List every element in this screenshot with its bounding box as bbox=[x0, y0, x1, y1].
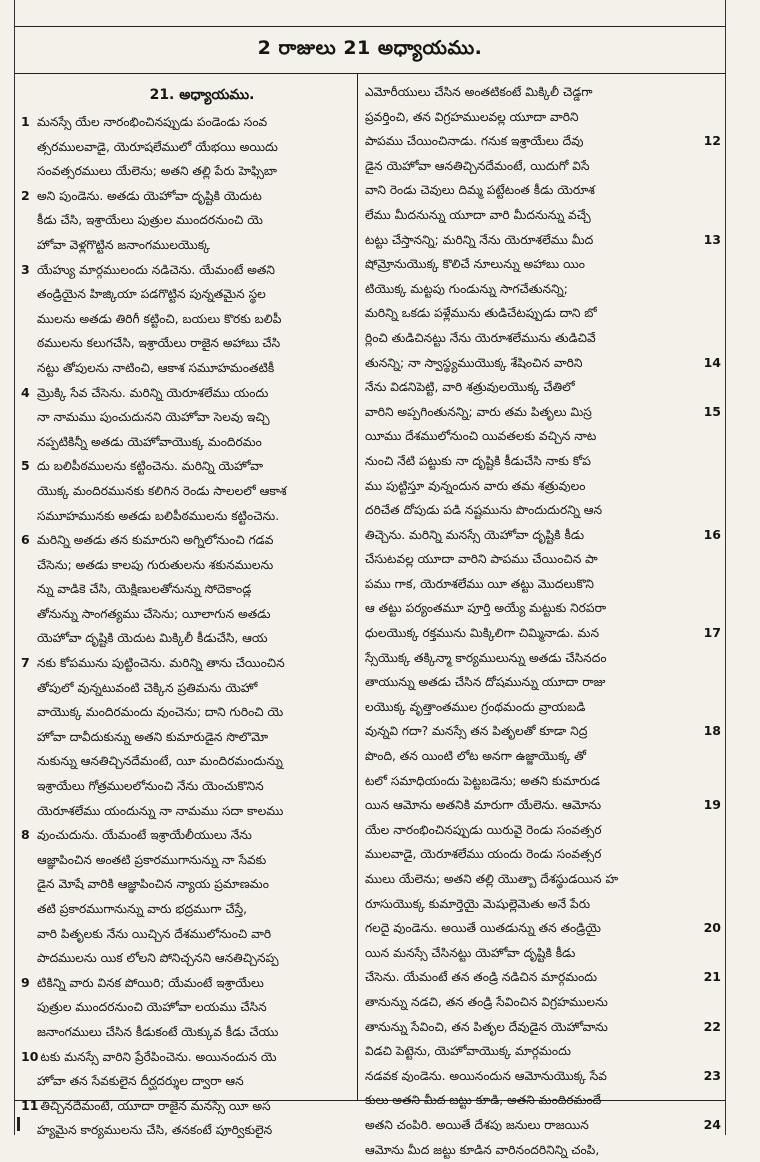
verse-text: టియొక్క మట్టపు గుండున్ను సాగచేతునన్ని; bbox=[365, 281, 568, 296]
text-line bbox=[365, 547, 721, 572]
verse-text: డైన యెహోవా ఆనతిచ్చినదేమంటే, యిదుగో విసే bbox=[365, 158, 590, 173]
verse-text: ఇశ్రాయేలు గోత్రములలోనుంచి నేను యెంచుకొనిన bbox=[37, 779, 264, 794]
verse-text: తునన్ని; నా స్వాస్థ్యముయొక్క శేషించిన వారిని bbox=[365, 355, 583, 370]
verse-text: రూసుయొక్క కుమార్తెయై మెషుల్లెమెతు అనే పేరు bbox=[365, 896, 591, 911]
verse-text: నప్పటికిన్నీ అతడు యెహోవాయొక్క మందిరమం bbox=[37, 434, 262, 449]
text-line bbox=[365, 621, 721, 646]
verse-text: మ్రొక్కి సేవ చేసెను. మరిన్ని యెరూశలేము యందు bbox=[37, 385, 269, 400]
verse-number: 21 bbox=[703, 969, 721, 985]
verse-text: సమూహమునకు అతడు బలిపీఠములను కట్టించెను. bbox=[37, 508, 280, 523]
verse-number: 8 bbox=[21, 827, 30, 843]
verse-text: టట్టు చేస్తానన్ని; మరిన్ని నేను యెరూశలేము మీద bbox=[365, 232, 594, 247]
verse-number: 10 bbox=[21, 1048, 39, 1064]
verse-text: పాదములను యిక లోలని పోనిచ్చనని ఆనతిచ్చినప్ప bbox=[37, 951, 279, 966]
verse-text: ఆమోను మీద జట్టు కూడిన వారినందరినిన్ని చంపి, bbox=[365, 1142, 600, 1157]
text-line bbox=[365, 892, 721, 917]
verse-text: తోనున్ను సాంగత్యము చేసెను; యీలాగున అతడు bbox=[37, 606, 271, 621]
text-line bbox=[365, 990, 721, 1015]
verse-text: వున్నవి గదా? మనస్సే తన పితృలతో కూడా నిద్ర bbox=[365, 724, 588, 739]
verse-text: తిచ్చెను. మరిన్ని మనస్సే యెహోవా దృష్టికి కీడు bbox=[365, 527, 585, 542]
text-line bbox=[21, 454, 353, 479]
text-line bbox=[21, 774, 353, 799]
verse-text: యీము దేశములోనుంచి యివతలకు వచ్చిన నాట bbox=[365, 429, 597, 444]
text-line bbox=[365, 1039, 721, 1064]
verse-number: 6 bbox=[21, 532, 30, 548]
verse-text: జనాంగములు చేసిన కీడుకంటే యెక్కువ కీడు చేయు bbox=[37, 1024, 279, 1039]
verse-text: మరిన్ని ఒకడు పళ్లేమును తుడిచేటప్పుడు దాని బో bbox=[365, 306, 597, 321]
verse-text: పము గాక, యెరూశలేము యీ తట్టు మొదలుకొని bbox=[365, 576, 594, 591]
text-line bbox=[21, 577, 353, 602]
text-line bbox=[365, 572, 721, 597]
text-line bbox=[21, 307, 353, 332]
text-line bbox=[21, 700, 353, 725]
text-line bbox=[365, 596, 721, 621]
verse-text: టికిన్ని వారు వినక పోయిరి; యేమంటే ఇశ్రాయేలు bbox=[37, 975, 264, 990]
verse-number: 3 bbox=[21, 261, 30, 277]
verse-number: 12 bbox=[703, 133, 721, 149]
verse-text: కులు అతని మీద జట్టు కూడి, అతని మందిరమందే bbox=[365, 1093, 602, 1108]
text-line bbox=[365, 916, 721, 941]
verse-text: పాపము చేయించినాడు. గనుక ఇశ్రాయేలు దేవు bbox=[365, 134, 584, 149]
text-line bbox=[365, 695, 721, 720]
verse-text: యేహ్యు మార్గములందు నడిచెను. యేమంటే అతని bbox=[37, 262, 275, 277]
text-line bbox=[21, 1045, 353, 1070]
right-column bbox=[365, 80, 721, 1162]
text-line bbox=[365, 154, 721, 179]
text-line bbox=[21, 479, 353, 504]
text-line bbox=[21, 208, 353, 233]
text-line bbox=[21, 356, 353, 381]
verse-text: కీడు చేసి, ఇశ్రాయేలు పుత్రుల ముందరనుంచి యె bbox=[37, 213, 263, 228]
verse-text: ఎమోరీయులు చేసిన అంతటికంటే మిక్కిలీ చెడ్డగా bbox=[365, 85, 593, 99]
verse-number: 1 bbox=[21, 114, 30, 129]
text-line bbox=[365, 1088, 721, 1113]
verse-text: నా నామము పుంచుదునని యెహోవా సెలవు ఇచ్చి bbox=[37, 410, 270, 425]
verse-text: చేసెను. యేమంటే తన తండ్రి నడిచిన మార్గమందు bbox=[365, 970, 598, 985]
text-line bbox=[21, 626, 353, 651]
verse-text: ధులయొక్క రక్తమును మిక్కిలిగా చిమ్మినాడు. మన bbox=[365, 626, 600, 641]
verse-text: యిన మనస్సే చేసినట్టు యెహోవా దృష్టికి కీడు bbox=[365, 945, 576, 960]
text-line bbox=[365, 203, 721, 228]
verse-text: యిన ఆమోను అతనికి మారుగా యేలెను. ఆమోను bbox=[365, 798, 602, 813]
left-column bbox=[21, 80, 353, 1143]
text-line bbox=[21, 282, 353, 307]
text-line bbox=[21, 725, 353, 750]
text-line bbox=[21, 995, 353, 1020]
verse-text: యెహోవా దృష్టికి యెదుట మిక్కిలీ కీడుచేసి, ఆయ bbox=[37, 631, 268, 646]
text-line bbox=[21, 848, 353, 873]
text-line bbox=[21, 504, 353, 529]
text-line bbox=[365, 277, 721, 302]
verse-number: 23 bbox=[703, 1067, 721, 1083]
verse-number: 17 bbox=[703, 625, 721, 641]
verse-text: వుంచుదును. యేమంటే ఇశ్రాయేలీయులు నేను bbox=[37, 828, 252, 843]
verse-text: వాని రెండు చెవులు దిమ్మ పట్టేటంత కీడు యెరూశ bbox=[365, 183, 595, 198]
text-line bbox=[365, 670, 721, 695]
page-header bbox=[15, 26, 725, 74]
text-line bbox=[21, 651, 353, 676]
verse-text: వారిని అప్పగింతునన్ని; వారు తమ పితృలు మిస్ర bbox=[365, 404, 592, 419]
text-line bbox=[21, 1020, 353, 1045]
verse-text: ఆ తట్టు పర్యంతమూ పూర్తి అయ్యే మట్టుకు నిరపరా bbox=[365, 601, 606, 616]
verse-text: డైన మోషే వారికి ఆజ్ఞాపించిన న్యాయ ప్రమాణమం bbox=[37, 877, 269, 892]
text-line bbox=[21, 971, 353, 996]
text-line bbox=[21, 749, 353, 774]
verse-text: నేను విడనిపెట్టి, వారి శత్రువులయొక్క చేతిలో bbox=[365, 380, 575, 395]
text-line bbox=[21, 897, 353, 922]
verse-text: ప్రవర్తించి, తన విగ్రహములవల్ల యూదా వారిని bbox=[365, 109, 579, 124]
text-line bbox=[21, 135, 353, 160]
verse-number: 9 bbox=[21, 974, 30, 990]
verse-text: లయొక్క వృత్తాంతముల గ్రంథమందు వ్రాయబడి bbox=[365, 699, 586, 714]
text-line bbox=[365, 1138, 721, 1162]
text-line bbox=[21, 1094, 353, 1119]
verse-text: తానున్ను నడచి, తన తండ్రి సేవించిన విగ్రహములను bbox=[365, 994, 608, 1009]
text-line bbox=[21, 331, 353, 356]
text-line bbox=[365, 646, 721, 671]
verse-text: వాయొక్క మందిరమందు వుంచెను; దాని గురించి యె bbox=[37, 705, 284, 720]
verse-text: టలో సమాధియందు పెట్టబడెను; అతని కుమారుడ bbox=[365, 773, 600, 788]
verse-text: సంవత్సరములు యేలెను; అతని తల్లి పేరు హెఫ్సిబా bbox=[37, 164, 277, 179]
verse-number: 16 bbox=[703, 526, 721, 542]
text-line bbox=[365, 498, 721, 523]
verse-number: 15 bbox=[703, 403, 721, 419]
text-line bbox=[365, 228, 721, 253]
text-line bbox=[365, 523, 721, 548]
verse-text: ములవాడై, యెరూశలేము యందు రెండు సంవత్సర bbox=[365, 847, 602, 862]
text-line bbox=[365, 105, 721, 130]
chapter-heading: 21. అధ్యాయము. bbox=[149, 87, 255, 103]
text-line bbox=[21, 381, 353, 406]
text-line bbox=[365, 941, 721, 966]
verse-number: 5 bbox=[21, 458, 30, 474]
verse-text: తాయున్ను అతడు చేసిన దోషమున్ను యూదా రాజు bbox=[365, 675, 606, 690]
verse-text: న్ను వాడికె చేసి, యెక్షిణులతోనున్ను సోదెకాండ్ల bbox=[37, 582, 252, 597]
text-line bbox=[21, 946, 353, 971]
text-line bbox=[365, 818, 721, 843]
verse-text: నకు కోపమును పుట్టించెను. మరిన్ని తాను చేయించిన bbox=[37, 656, 285, 671]
verse-text: నట్టు తోపులను నాటించి, ఆకాశ సమూహమంతటికీ bbox=[37, 360, 275, 375]
text-line bbox=[365, 449, 721, 474]
text-line bbox=[365, 769, 721, 794]
verse-number: 7 bbox=[21, 655, 30, 671]
verse-text: తానున్ను సేవించి, తన పితృల దేవుడైన యెహోవాను bbox=[365, 1019, 608, 1034]
text-line bbox=[365, 719, 721, 744]
verse-text: నడవక వుండెను. అయినందున ఆమోనుయొక్క సేవ bbox=[365, 1068, 607, 1083]
text-line bbox=[21, 1069, 353, 1094]
text-line bbox=[21, 233, 353, 258]
verse-text: తటి ప్రకారముగానున్ను వారు భద్రముగా చేస్తే, bbox=[37, 902, 248, 916]
verse-number: 13 bbox=[703, 231, 721, 247]
verse-text: త్సరములవాడై, యెరూషలేములో యేభయి అయిదు bbox=[37, 139, 278, 154]
text-line bbox=[21, 430, 353, 455]
verse-text: మనస్సే యేల నారంభించినప్పుడు పండెండు సంవ bbox=[37, 115, 268, 129]
verse-text: గలదై వుండెను. అయితే యితడున్ను తన తండ్రియై bbox=[365, 921, 601, 936]
verse-text: స్సేయొక్క తక్కిన్మా కార్యములున్ను అతడు చేసినదం bbox=[365, 650, 607, 665]
text-line bbox=[21, 553, 353, 578]
text-line bbox=[365, 474, 721, 499]
verse-number: 22 bbox=[703, 1018, 721, 1034]
text-line bbox=[365, 351, 721, 376]
verse-text: తిచ్చినదేమంటే, యూదా రాజైన మనస్సే యీ అస bbox=[40, 1098, 271, 1113]
text-line bbox=[365, 744, 721, 769]
verse-text: ము పుట్టిస్తూ వున్నందున వారు తమ శత్రువులం bbox=[365, 478, 586, 493]
text-line bbox=[365, 326, 721, 351]
verse-text: యొక్క మందిరమునకు కలిగిన రెండు సాలలలో ఆకాశ bbox=[37, 483, 287, 498]
verse-text: దు బలిపీఠములను కట్టించెను. మరిన్ని యెహోవా bbox=[37, 459, 263, 474]
verse-number: 19 bbox=[703, 797, 721, 813]
text-line bbox=[365, 867, 721, 892]
text-line bbox=[365, 1113, 721, 1138]
verse-text: తండ్రియైన హిజ్కియా పడగొట్టిన పున్నతమైన స్థల bbox=[37, 287, 266, 302]
scripture-page bbox=[14, 0, 726, 1157]
verse-number: 2 bbox=[21, 187, 30, 203]
text-line bbox=[365, 178, 721, 203]
text-line bbox=[365, 965, 721, 990]
verse-text: అని పుండెను. అతడు యెహోవా దృష్టికి యెదుట bbox=[37, 188, 262, 203]
text-line bbox=[21, 872, 353, 897]
text-line bbox=[365, 301, 721, 326]
verse-text: విడచి పెట్టెను, యెహోవాయొక్క మార్గమందు bbox=[365, 1044, 571, 1059]
text-line bbox=[21, 528, 353, 553]
text-line bbox=[365, 1015, 721, 1040]
text-line bbox=[365, 80, 721, 105]
verse-text: ఆజ్ఞాపించిన అంతటి ప్రకారముగానున్ను నా సేవకు bbox=[37, 852, 267, 867]
verse-text: హోవా వెళ్లగొట్టిన జనాంగములయొక్క bbox=[37, 237, 210, 252]
verse-text: తోపులో వున్నటువంటి చెక్కిన ప్రతిమను యెహో bbox=[37, 680, 258, 695]
verse-text: టకు మనస్సే వారిని ప్రేరేపించెను. అయినందున యె bbox=[40, 1049, 277, 1064]
verse-text: చేసుటవల్ల యూదా వారిని పాపము చేయించిన పా bbox=[365, 552, 598, 567]
text-line bbox=[21, 184, 353, 209]
text-line bbox=[365, 842, 721, 867]
text-line bbox=[21, 1118, 353, 1143]
text-line bbox=[365, 400, 721, 425]
verse-text: యెరూశలేము యందున్ను నా నామము సదా కాలము bbox=[37, 803, 284, 818]
text-line bbox=[365, 424, 721, 449]
verse-text: వారి పితృలకు నేను యిచ్చిన దేశములోనుంచి వారి bbox=[37, 926, 272, 941]
verse-text: షోమ్రోనుయొక్క కొలిచే నూలున్ను అహాబు యిం bbox=[365, 257, 585, 272]
verse-text: ర్లించి తుడిచినట్టు నేను యెరూశలేమును తుడిచివే bbox=[365, 330, 596, 345]
text-line bbox=[21, 602, 353, 627]
text-line bbox=[21, 799, 353, 824]
verse-text: అతని చంపిరి. అయితే దేశపు జనులు రాజయిన bbox=[365, 1117, 589, 1132]
verse-number: 24 bbox=[703, 1116, 721, 1132]
verse-number: 14 bbox=[703, 354, 721, 370]
verse-text: మరిన్ని అతడు తన కుమారుని అగ్నిలోనుంచి గడవ bbox=[37, 533, 274, 548]
verse-text: పొంది, తన యింటి లోట అనగా ఉజ్జాయొక్క తో bbox=[365, 749, 587, 764]
text-line bbox=[21, 405, 353, 430]
verse-text: యేల నారంభించినప్పుడు యిరువై రెండు సంవత్సర bbox=[365, 822, 602, 837]
text-line bbox=[365, 129, 721, 154]
text-line bbox=[21, 922, 353, 947]
verse-number: 20 bbox=[703, 920, 721, 936]
text-line bbox=[365, 1064, 721, 1089]
verse-number: 11 bbox=[21, 1097, 39, 1113]
text-line bbox=[21, 159, 353, 184]
column-divider bbox=[357, 74, 358, 1101]
text-line bbox=[21, 823, 353, 848]
verse-text: ఠములను కలుగచేసి, ఇశ్రాయేలు రాజైన అహాబు చేసి bbox=[37, 336, 281, 351]
verse-text: హోవా తన సేవకులైన దీర్ఘదర్శుల ద్వారా ఆన bbox=[37, 1074, 244, 1089]
text-line bbox=[21, 258, 353, 283]
verse-text: హ్యమైన కార్యములను చేసి, తనకంటే పూర్వికులైన bbox=[37, 1123, 273, 1138]
verse-text: హోవా దావీదుకున్ను అతని కుమారుడైన సొలొమో bbox=[37, 729, 269, 744]
verse-number: 18 bbox=[703, 723, 721, 739]
text-line bbox=[21, 110, 353, 135]
verse-text: నుకున్ను ఆనతిచ్చినదేమంటే, యీ మందిరమందున్ను bbox=[37, 754, 283, 769]
verse-number: 4 bbox=[21, 384, 30, 400]
text-line bbox=[365, 252, 721, 277]
verse-text: లేము మీదనున్ను యూదా వారి మీదనున్ను వచ్చే bbox=[365, 207, 591, 222]
verse-text: దరిచేత దోపుడు పడి నష్టమును పొందుదురన్ని ఆన bbox=[365, 503, 603, 518]
text-line bbox=[365, 793, 721, 818]
text-line bbox=[21, 676, 353, 701]
verse-text: పుత్రుల ముందరనుంచి యెహోవా లయము చేసిన bbox=[37, 1000, 267, 1015]
verse-text: ములను అతడు తిరిగీ కట్టించి, బయలు కొరకు బలిపీ bbox=[37, 311, 282, 326]
page-title: 2 రాజులు 21 అధ్యాయము. bbox=[257, 36, 483, 59]
text-line bbox=[365, 375, 721, 400]
verse-text: నుంచి నేటి పట్టుకు నా దృష్టికి కీడుచేసి నాకు కోప bbox=[365, 453, 591, 468]
verse-text: చేసెను; అతడు కాలపు గురుతులను శకునములను bbox=[37, 557, 274, 572]
verse-text: ములు యేలెను; అతని తల్లి యొత్బా దేశస్థుడయిన హ bbox=[365, 872, 619, 886]
margin-mark bbox=[17, 1117, 20, 1131]
